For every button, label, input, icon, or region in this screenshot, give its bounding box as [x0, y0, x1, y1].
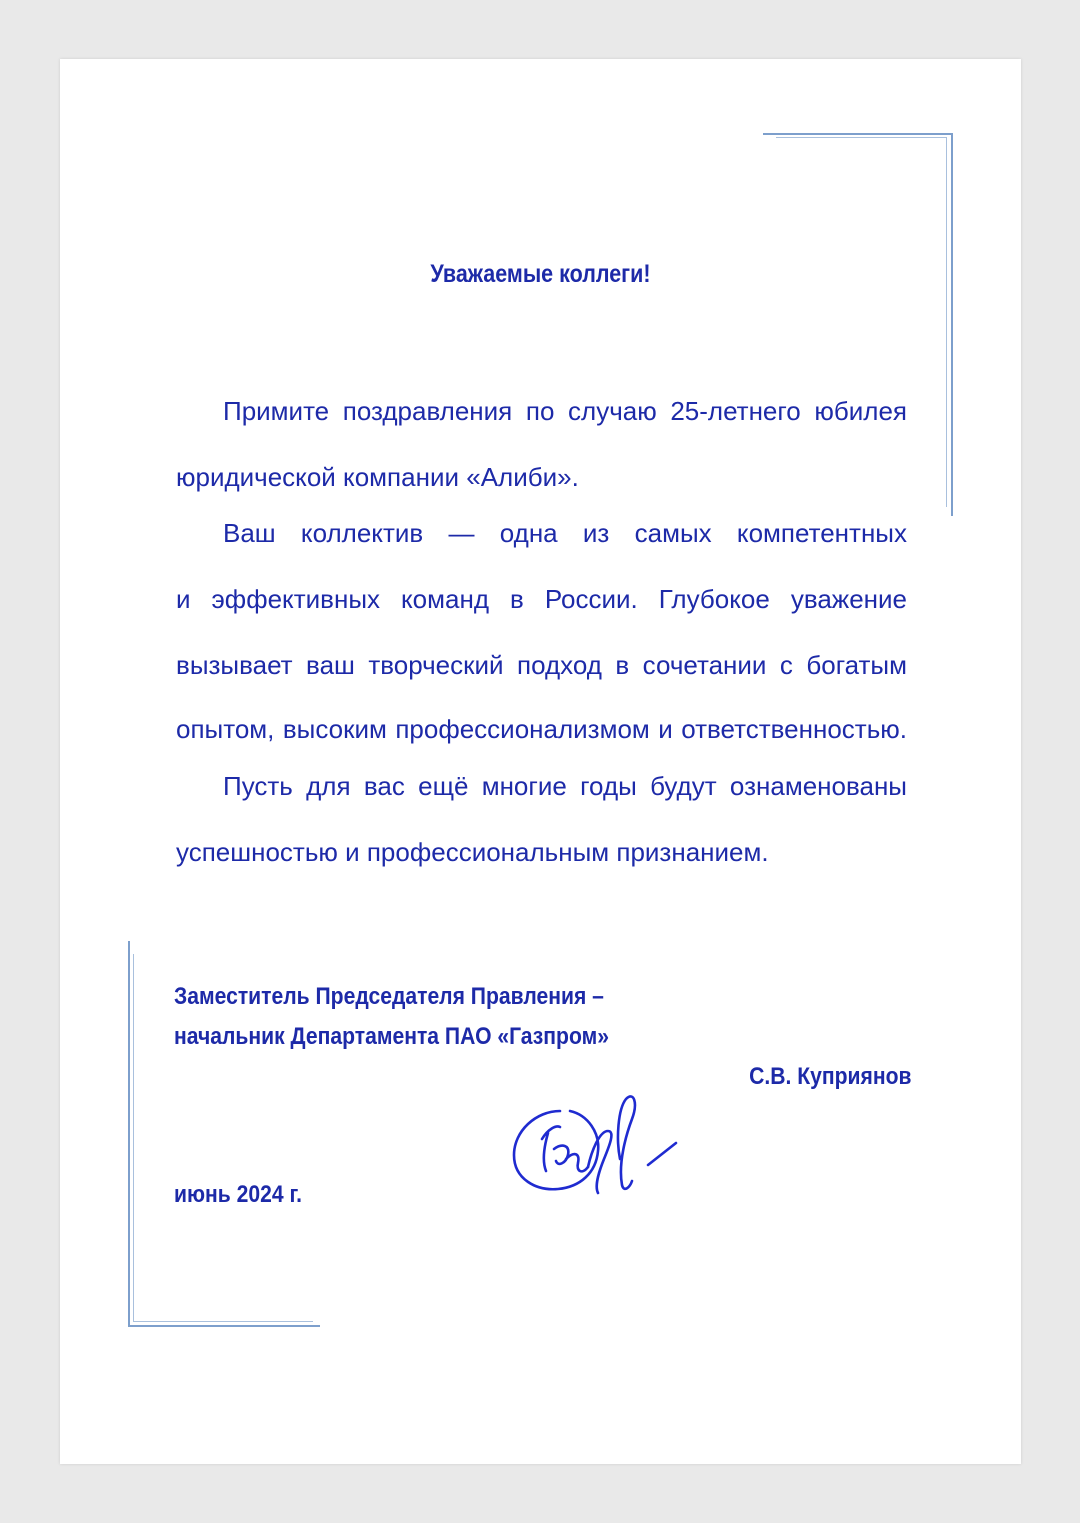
letter-line: опытом, высоким профессионализмом и ответственностью. [176, 714, 907, 744]
signatory-title: начальник Департамента ПАО «Газпром» [174, 1023, 609, 1050]
letter-line: юридической компании «Алиби». [176, 462, 579, 492]
letter-greeting: Уважаемые коллеги! [430, 260, 651, 288]
decorative-frame-left-inner [133, 954, 134, 1321]
letter-line: и эффективных команд в России. Глубокое уважение [176, 584, 907, 614]
letter-line: вызывает ваш творческий подход в сочетании с богатым [176, 650, 907, 680]
signatory-name: С.В. Куприянов [748, 1063, 911, 1090]
signatory-title: Заместитель Председателя Правления – [174, 983, 604, 1010]
decorative-frame-bottom-left [128, 1325, 320, 1327]
decorative-frame-top-right [763, 133, 953, 135]
letter-sheet [60, 59, 1021, 1464]
handwritten-signature [508, 1089, 688, 1199]
decorative-frame-right-inner [946, 137, 947, 507]
decorative-frame-top-right-inner [776, 137, 946, 138]
letter-line: Ваш коллектив — одна из самых компетентных [223, 518, 907, 548]
letter-line: Примите поздравления по случаю 25-летнего юбилея [223, 396, 907, 426]
letter-line: успешностью и профессиональным признанием. [176, 837, 769, 867]
decorative-frame-left [128, 941, 130, 1326]
decorative-frame-right [951, 133, 953, 516]
letter-line: Пусть для вас ещё многие годы будут ознаменованы [223, 771, 907, 801]
decorative-frame-bottom-left-inner [133, 1321, 313, 1322]
letter-date: июнь 2024 г. [174, 1181, 303, 1208]
